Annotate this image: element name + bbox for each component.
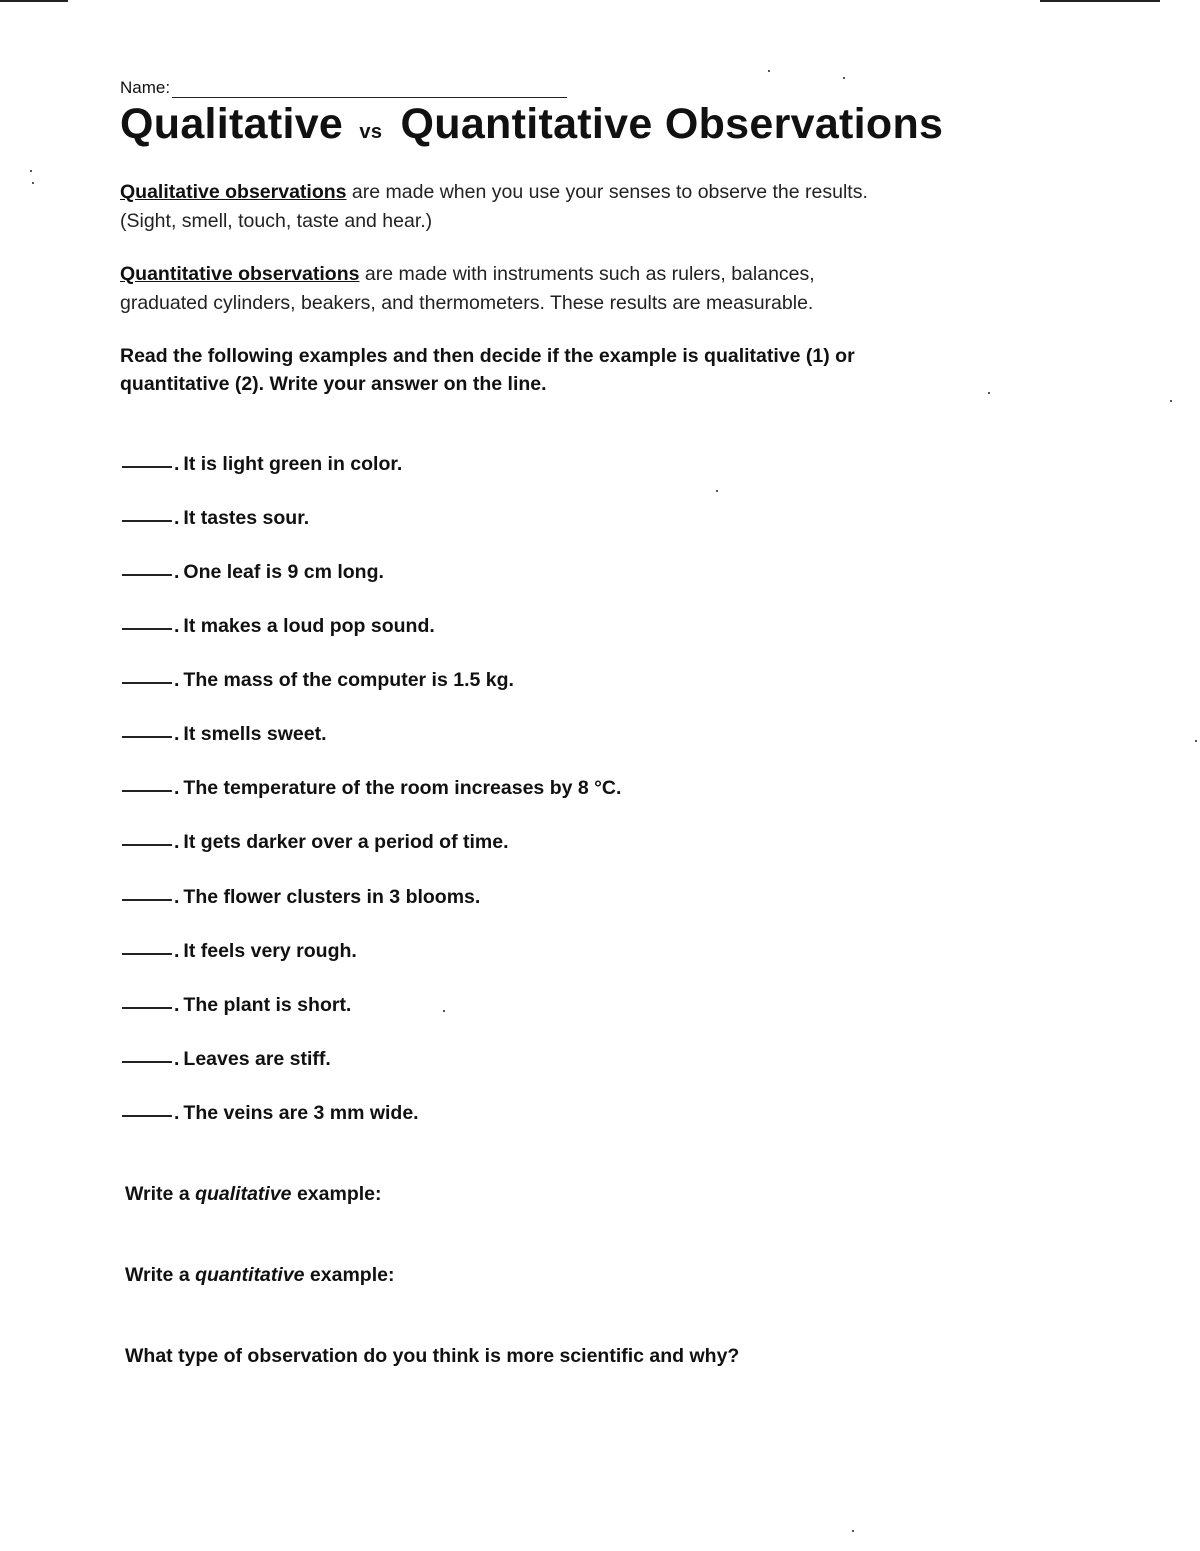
quantitative-definition-line2: graduated cylinders, beakers, and thermometers. These results are measurable. (120, 292, 814, 314)
quantitative-emphasis: quantitative (195, 1264, 305, 1286)
name-label: Name: (120, 78, 171, 97)
qualitative-definition-text: are made when you use your senses to observe the results. (346, 181, 868, 203)
answer-blank[interactable] (122, 844, 172, 846)
question-item: . It smells sweet. (122, 723, 327, 746)
answer-blank[interactable] (122, 790, 172, 792)
question-item: . It feels very rough. (122, 940, 357, 963)
question-item: . Leaves are stiff. (122, 1048, 331, 1071)
scan-speck (843, 77, 845, 79)
instructions (120, 342, 1080, 398)
scan-speck (768, 70, 770, 72)
quantitative-term: Quantitative observations (120, 263, 360, 285)
question-item: . One leaf is 9 cm long. (122, 561, 384, 584)
title-vs: vs (359, 121, 383, 143)
answer-blank[interactable] (122, 682, 172, 684)
scan-speck (716, 490, 718, 492)
question-text: The flower clusters in 3 blooms. (183, 886, 481, 908)
question-item: . It tastes sour. (122, 507, 309, 530)
answer-blank[interactable] (122, 1061, 172, 1063)
question-text: The mass of the computer is 1.5 kg. (183, 669, 514, 691)
answer-blank[interactable] (122, 953, 172, 955)
question-text: It makes a loud pop sound. (183, 615, 435, 637)
quantitative-definition (120, 260, 1080, 318)
question-item: . The veins are 3 mm wide. (122, 1102, 419, 1125)
title-qualitative: Qualitative (120, 100, 344, 148)
scientific-question: What type of observation do you think is more scientific and why? (125, 1345, 740, 1367)
instructions-line2: quantitative (2). Write your answer on the line. (120, 373, 547, 395)
answer-blank[interactable] (122, 574, 172, 576)
quantitative-definition-text: are made with instruments such as rulers, balances, (359, 263, 815, 285)
scan-edge-line-right (1040, 0, 1160, 2)
question-item: . The temperature of the room increases by 8 °C. (122, 777, 621, 800)
title-quantitative: Quantitative Observations (400, 100, 944, 148)
instructions-line1: Read the following examples and then decide if the example is qualitative (1) or (120, 345, 855, 367)
question-text: It gets darker over a period of time. (183, 831, 509, 853)
name-write-line[interactable] (172, 81, 567, 98)
scan-speck (1170, 400, 1172, 402)
question-item: . The mass of the computer is 1.5 kg. (122, 669, 514, 692)
answer-blank[interactable] (122, 466, 172, 468)
answer-blank[interactable] (122, 520, 172, 522)
answer-blank[interactable] (122, 899, 172, 901)
qualitative-emphasis: qualitative (195, 1183, 292, 1205)
answer-blank[interactable] (122, 736, 172, 738)
qualitative-example-prompt: Write a qualitative example: (125, 1183, 382, 1205)
question-item: . It makes a loud pop sound. (122, 615, 435, 638)
scan-speck (1195, 740, 1197, 742)
question-item: . It is light green in color. (122, 453, 402, 476)
answer-blank[interactable] (122, 628, 172, 630)
question-text: The plant is short. (183, 994, 352, 1016)
answer-blank[interactable] (122, 1115, 172, 1117)
qualitative-term: Qualitative observations (120, 181, 347, 203)
question-text: It is light green in color. (183, 453, 403, 475)
scan-speck (852, 1530, 854, 1532)
answer-blank[interactable] (122, 1007, 172, 1009)
question-text: One leaf is 9 cm long. (183, 561, 384, 583)
question-text: Leaves are stiff. (183, 1048, 331, 1070)
scan-speck (30, 170, 32, 172)
scan-edge-line-left (0, 0, 68, 2)
page-title (120, 100, 943, 149)
question-item: . The flower clusters in 3 blooms. (122, 886, 480, 909)
scan-speck (443, 1010, 445, 1012)
question-item: . It gets darker over a period of time. (122, 831, 509, 854)
scan-speck (32, 182, 34, 184)
question-text: It smells sweet. (183, 723, 327, 745)
question-text: It tastes sour. (183, 507, 310, 529)
question-text: The temperature of the room increases by 8 °C. (183, 777, 622, 799)
question-text: It feels very rough. (183, 940, 357, 962)
name-field (120, 78, 567, 98)
question-item: . The plant is short. (122, 994, 351, 1017)
quantitative-example-prompt: Write a quantitative example: (125, 1264, 395, 1286)
question-text: The veins are 3 mm wide. (183, 1102, 419, 1124)
qualitative-definition (120, 178, 1080, 236)
qualitative-definition-line2: (Sight, smell, touch, taste and hear.) (120, 210, 433, 232)
